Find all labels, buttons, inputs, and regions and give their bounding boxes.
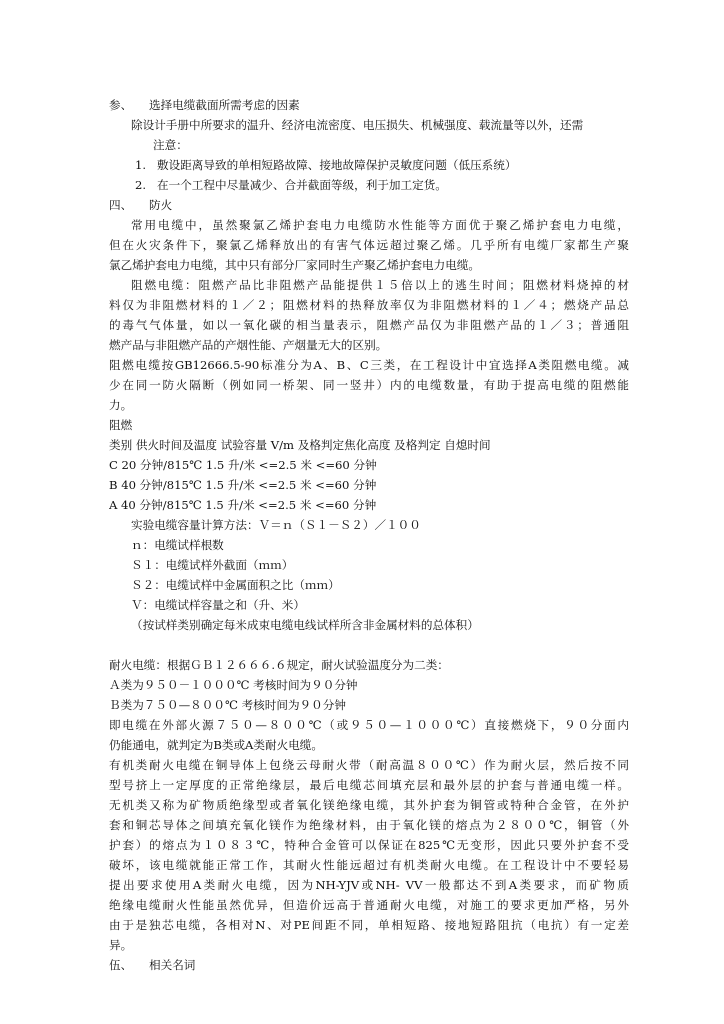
- label-zuran: 阻燃: [109, 418, 133, 432]
- table-row: B 40 分钟/815℃ 1.5 升/米 <=2.5 米 <=60 分钟: [109, 478, 377, 492]
- text-line: 阻燃电缆：阻燃产品比非阻燃产品能提供１５倍以上的逃生时间；阻燃材料烧掉的材: [131, 278, 629, 292]
- text-line: 即电缆在外部火源７５０—８００℃（或９５０—１０００℃）直接燃烧下，９０分面内: [109, 718, 629, 732]
- formula-line: ｎ：电缆试样根数: [131, 538, 224, 552]
- text-line: 仍能通电，就判定为B类或A类耐火电缆。: [109, 738, 323, 752]
- table-row: A 40 分钟/815℃ 1.5 升/米 <=2.5 米 <=60 分钟: [109, 498, 377, 512]
- section-5-heading: [109, 955, 629, 975]
- text-line: 护套）的熔点为１０８３℃，特种合金管可以保证在825℃无变形，因此只要外护套不受: [109, 838, 629, 852]
- formula-line: （按试样类别确定每米成束电缆电线试样所含非金属材料的总体积）: [131, 618, 479, 632]
- text-line: 但在火灾条件下，聚氯乙烯释放出的有害气体远超过聚乙烯。几乎所有电缆厂家都生产聚: [109, 238, 629, 252]
- blank-line: [109, 635, 629, 655]
- text-line: 绝缘电缆耐火性能虽然优异，但造价远高于普通耐火电缆，对施工的要求更加严格，另外: [109, 898, 629, 912]
- text-line: 力。: [109, 398, 133, 412]
- list-item: [109, 155, 629, 175]
- list-number: 1.: [135, 158, 147, 172]
- text-line: 有机类耐火电缆在铜导体上包绕云母耐火带（耐高温８００℃）作为耐火层，然后按不同: [109, 758, 629, 772]
- text-line: 氯乙烯护套电力电缆，其中只有部分厂家同时生产聚乙烯护套电力电缆。: [109, 258, 481, 272]
- list-text: 在一个工程中尽量减少、合并截面等级，利于加工定货。: [157, 178, 447, 192]
- text-line: 提出要求使用A类耐火电缆，因为NH-YJV或NH- VV一般都达不到A类要求，而矿物质: [109, 878, 629, 892]
- text-line: 型号挤上一定厚度的正常绝缘层，最后电缆芯间填充层和最外层的护套与普通电缆一样。: [109, 778, 629, 792]
- section-4-heading: [109, 195, 629, 215]
- list-item: [109, 175, 629, 195]
- text-line: 常用电缆中，虽然聚氯乙烯护套电力电缆防水性能等方面优于聚乙烯护套电力电缆，: [131, 218, 629, 232]
- formula-line: Ｓ１：电缆试样外截面（ｍｍ）: [131, 558, 294, 572]
- text-line: 的毒气气体量，如以一氧化碳的相当量表示，阻燃产品仅为非阻燃产品的１／３；普通阻: [109, 318, 629, 332]
- text-line: 除设计手册中所要求的温升、经济电流密度、电压损失、机械强度、载流量等以外，还需: [131, 118, 584, 132]
- text-line: 破坏，该电缆就能正常工作，其耐火性能远超过有机类耐火电缆。在工程设计中不要轻易: [109, 858, 629, 872]
- text-line: 料仅为非阻燃材料的１／２；阻燃材料的热释放率仅为非阻燃材料的１／４；燃烧产品总: [109, 298, 629, 312]
- list-text: 敷设距离导致的单相短路故障、接地故障保护灵敏度问题（低压系统）: [157, 158, 517, 172]
- text-line: 阻燃电缆按GB12666.5-90标准分为A、B、C三类，在工程设计中宜选择A类阻燃电缆。减: [109, 358, 629, 372]
- text-line: 套和铜芯导体之间填充氧化镁作为绝缘材料，由于氧化镁的熔点为２８００℃，铜管（外: [109, 818, 629, 832]
- text-line: 由于是独芯电缆，各相对N、对PE间距不同，单相短路、接地短路阻抗（电抗）有一定差: [109, 918, 629, 932]
- formula-line: 实验电缆容量计算方法：Ｖ＝ｎ（Ｓ１－Ｓ２）／１００: [131, 518, 421, 532]
- text-line: 异。: [109, 938, 133, 952]
- formula-line: Ｓ２：电缆试样中金属面积之比（ｍｍ）: [131, 578, 340, 592]
- document-body: [109, 95, 629, 975]
- section-3-heading: [109, 95, 629, 115]
- list-number: 2.: [135, 178, 147, 192]
- formula-line: Ｖ：电缆试样容量之和（升、米）: [131, 598, 305, 612]
- table-header: 类别 供火时间及温度 试验容量 V/m 及格判定焦化高度 及格判定 自熄时间: [109, 438, 491, 452]
- table-row: C 20 分钟/815℃ 1.5 升/米 <=2.5 米 <=60 分钟: [109, 458, 377, 472]
- text-line: 少在同一防火隔断（例如同一桥架、同一竖井）内的电缆数量，有助于提高电缆的阻燃能: [109, 378, 629, 392]
- section-number: 四、: [109, 198, 133, 212]
- section-title: 防火: [149, 198, 173, 212]
- section-title: 相关名词: [149, 958, 196, 972]
- text-line: Ｂ类为７５０—８００℃ 考核时间为９０分钟: [109, 698, 346, 712]
- text-line: 耐火电缆：根据ＧＢ１２６６６.６规定，耐火试验温度分为二类：: [109, 658, 449, 672]
- text-line: Ａ类为９５０－１０００℃ 考核时间为９０分钟: [109, 678, 358, 692]
- section-number: 参、: [109, 98, 133, 112]
- text-line: 注意：: [153, 138, 188, 152]
- text-line: 无机类又称为矿物质绝缘型或者氧化镁绝缘电缆，其外护套为铜管或特种合金管，在外护: [109, 798, 629, 812]
- text-line: 燃产品与非阻燃产品的产烟性能、产烟量无大的区别。: [109, 338, 388, 352]
- section-title: 选择电缆截面所需考虑的因素: [149, 98, 300, 112]
- section-number: 伍、: [109, 958, 133, 972]
